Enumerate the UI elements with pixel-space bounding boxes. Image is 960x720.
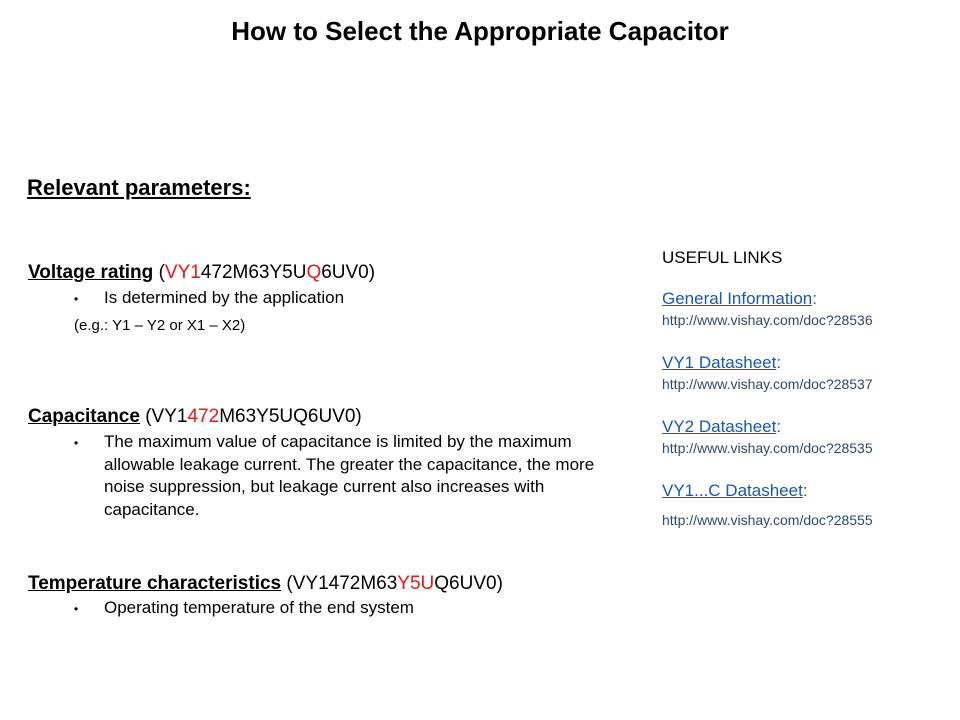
temperature-code-start: (VY1472M63	[286, 573, 398, 594]
voltage-rating-label: Voltage rating	[28, 262, 154, 283]
temperature-heading	[28, 573, 503, 595]
voltage-code-end: 6UV0)	[321, 262, 376, 283]
link-colon: :	[776, 417, 782, 436]
link-vy1-datasheet-anchor[interactable]: VY1 Datasheet	[662, 353, 777, 372]
voltage-rating-heading	[28, 262, 375, 284]
voltage-code-mid: 472M63Y5U	[200, 262, 307, 283]
capacitance-heading	[28, 406, 362, 428]
capacitance-code-highlight: 472	[187, 406, 220, 427]
bullet-icon: •	[74, 291, 79, 306]
temperature-code-highlight: Y5U	[397, 573, 435, 594]
bullet-icon: •	[74, 601, 79, 616]
link-vy1-datasheet-url: http://www.vishay.com/doc?28537	[662, 376, 873, 392]
capacitance-code-end: M63Y5UQ6UV0)	[219, 406, 362, 427]
link-vy1c-datasheet-url: http://www.vishay.com/doc?28555	[662, 512, 873, 528]
link-vy2-datasheet-url: http://www.vishay.com/doc?28535	[662, 440, 873, 456]
voltage-code-highlight-2: Q	[306, 262, 322, 283]
link-general-info-url: http://www.vishay.com/doc?28536	[662, 312, 873, 328]
voltage-bullet	[74, 288, 344, 308]
link-vy1c-datasheet	[662, 481, 808, 501]
link-general-info-anchor[interactable]: General Information	[662, 289, 813, 308]
link-vy1c-datasheet-anchor[interactable]: VY1...C Datasheet	[662, 481, 803, 500]
capacitance-label: Capacitance	[28, 406, 140, 427]
temperature-code-end: Q6UV0)	[434, 573, 503, 594]
voltage-example: (e.g.: Y1 – Y2 or X1 – X2)	[74, 317, 246, 334]
bullet-icon: •	[74, 436, 79, 450]
capacitance-bullet-text: The maximum value of capacitance is limited by the maximum allowable leakage current. The greater the capacitance, the more noise suppression, but leakage current also increases with capacitance.	[104, 432, 595, 519]
section-heading: Relevant parameters:	[27, 175, 251, 200]
capacitance-code-start: (VY1	[145, 406, 188, 427]
temperature-label: Temperature characteristics	[28, 573, 282, 594]
temperature-bullet	[74, 598, 414, 618]
useful-links-heading: USEFUL LINKS	[662, 248, 783, 267]
slide-title: How to Select the Appropriate Capacitor	[231, 16, 729, 46]
link-colon: :	[812, 289, 817, 308]
link-colon: :	[802, 481, 808, 500]
temperature-bullet-text: Operating temperature of the end system	[104, 598, 414, 617]
voltage-bullet-text: Is determined by the application	[104, 288, 345, 307]
voltage-code-open: (	[158, 262, 165, 283]
link-vy2-datasheet	[662, 417, 781, 437]
link-colon: :	[776, 353, 782, 372]
voltage-code-highlight-1: VY1	[164, 262, 201, 283]
link-vy2-datasheet-anchor[interactable]: VY2 Datasheet	[662, 417, 777, 436]
link-general-info	[662, 289, 817, 309]
link-vy1-datasheet	[662, 353, 781, 373]
